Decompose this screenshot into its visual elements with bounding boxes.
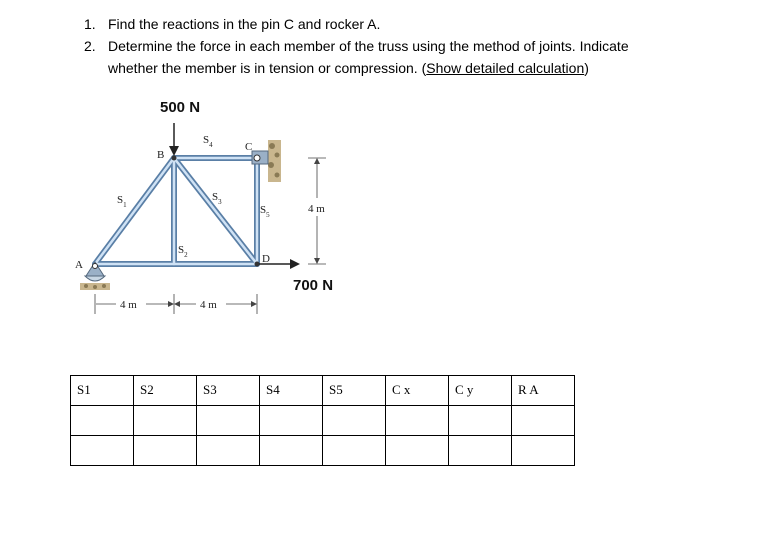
question-1-text: Find the reactions in the pin C and rocker A. — [108, 16, 381, 32]
results-table — [70, 375, 575, 466]
table-cell[interactable] — [512, 436, 575, 466]
header-s2: S2 — [134, 376, 197, 406]
table-cell[interactable] — [386, 406, 449, 436]
table-cell[interactable] — [260, 406, 323, 436]
table-cell[interactable] — [197, 406, 260, 436]
table-row — [71, 436, 575, 466]
table-cell[interactable] — [134, 406, 197, 436]
question-2-text: Determine the force in each member of the truss using the method of joints. Indicate — [108, 38, 629, 54]
table-cell[interactable] — [449, 436, 512, 466]
table-cell[interactable] — [323, 436, 386, 466]
header-ra: R A — [512, 376, 575, 406]
question-2-line2-suffix: ) — [584, 60, 589, 76]
node-label-a: A — [75, 259, 83, 271]
load-label-500: 500 N — [160, 99, 201, 116]
member-label-s1: $S_1$ — [117, 194, 127, 209]
node-label-c: C — [245, 141, 253, 153]
header-s5: S5 — [323, 376, 386, 406]
dimension-lines — [95, 158, 326, 314]
question-2-line2-prefix: whether the member is in tension or compression. ( — [108, 60, 427, 76]
member-label-s4: $S_4$ — [203, 134, 213, 149]
table-cell[interactable] — [512, 406, 575, 436]
joint-b — [172, 156, 177, 161]
dimension-right: 4 m — [200, 299, 217, 311]
table-cell[interactable] — [449, 406, 512, 436]
joint-d — [255, 262, 260, 267]
table-cell[interactable] — [71, 436, 134, 466]
table-cell[interactable] — [197, 436, 260, 466]
table-cell[interactable] — [260, 436, 323, 466]
dimension-height: 4 m — [308, 203, 325, 215]
truss-members — [95, 158, 257, 264]
node-label-d: D — [262, 253, 270, 265]
member-label-s5: $S_5$ — [260, 204, 270, 219]
table-row — [71, 406, 575, 436]
load-label-700: 700 N — [293, 277, 334, 294]
header-s4: S4 — [260, 376, 323, 406]
header-cy: C y — [449, 376, 512, 406]
table-cell[interactable] — [71, 406, 134, 436]
pin-c — [252, 151, 268, 164]
question-1-number: 1. — [84, 16, 96, 32]
table-cell[interactable] — [386, 436, 449, 466]
header-cx: C x — [386, 376, 449, 406]
header-s1: S1 — [71, 376, 134, 406]
member-label-s2: $S_2$ — [178, 244, 188, 259]
table-cell[interactable] — [323, 406, 386, 436]
table-cell[interactable] — [134, 436, 197, 466]
load-arrow-500 — [169, 123, 179, 156]
dimension-left: 4 m — [120, 299, 137, 311]
header-s3: S3 — [197, 376, 260, 406]
table-header-row — [71, 376, 575, 406]
show-calculation-link[interactable]: Show detailed calculation — [426, 60, 585, 76]
member-label-s3: $S_3$ — [212, 191, 222, 206]
node-label-b: B — [157, 149, 165, 161]
question-2-number: 2. — [84, 38, 96, 54]
wall-support — [268, 140, 281, 182]
